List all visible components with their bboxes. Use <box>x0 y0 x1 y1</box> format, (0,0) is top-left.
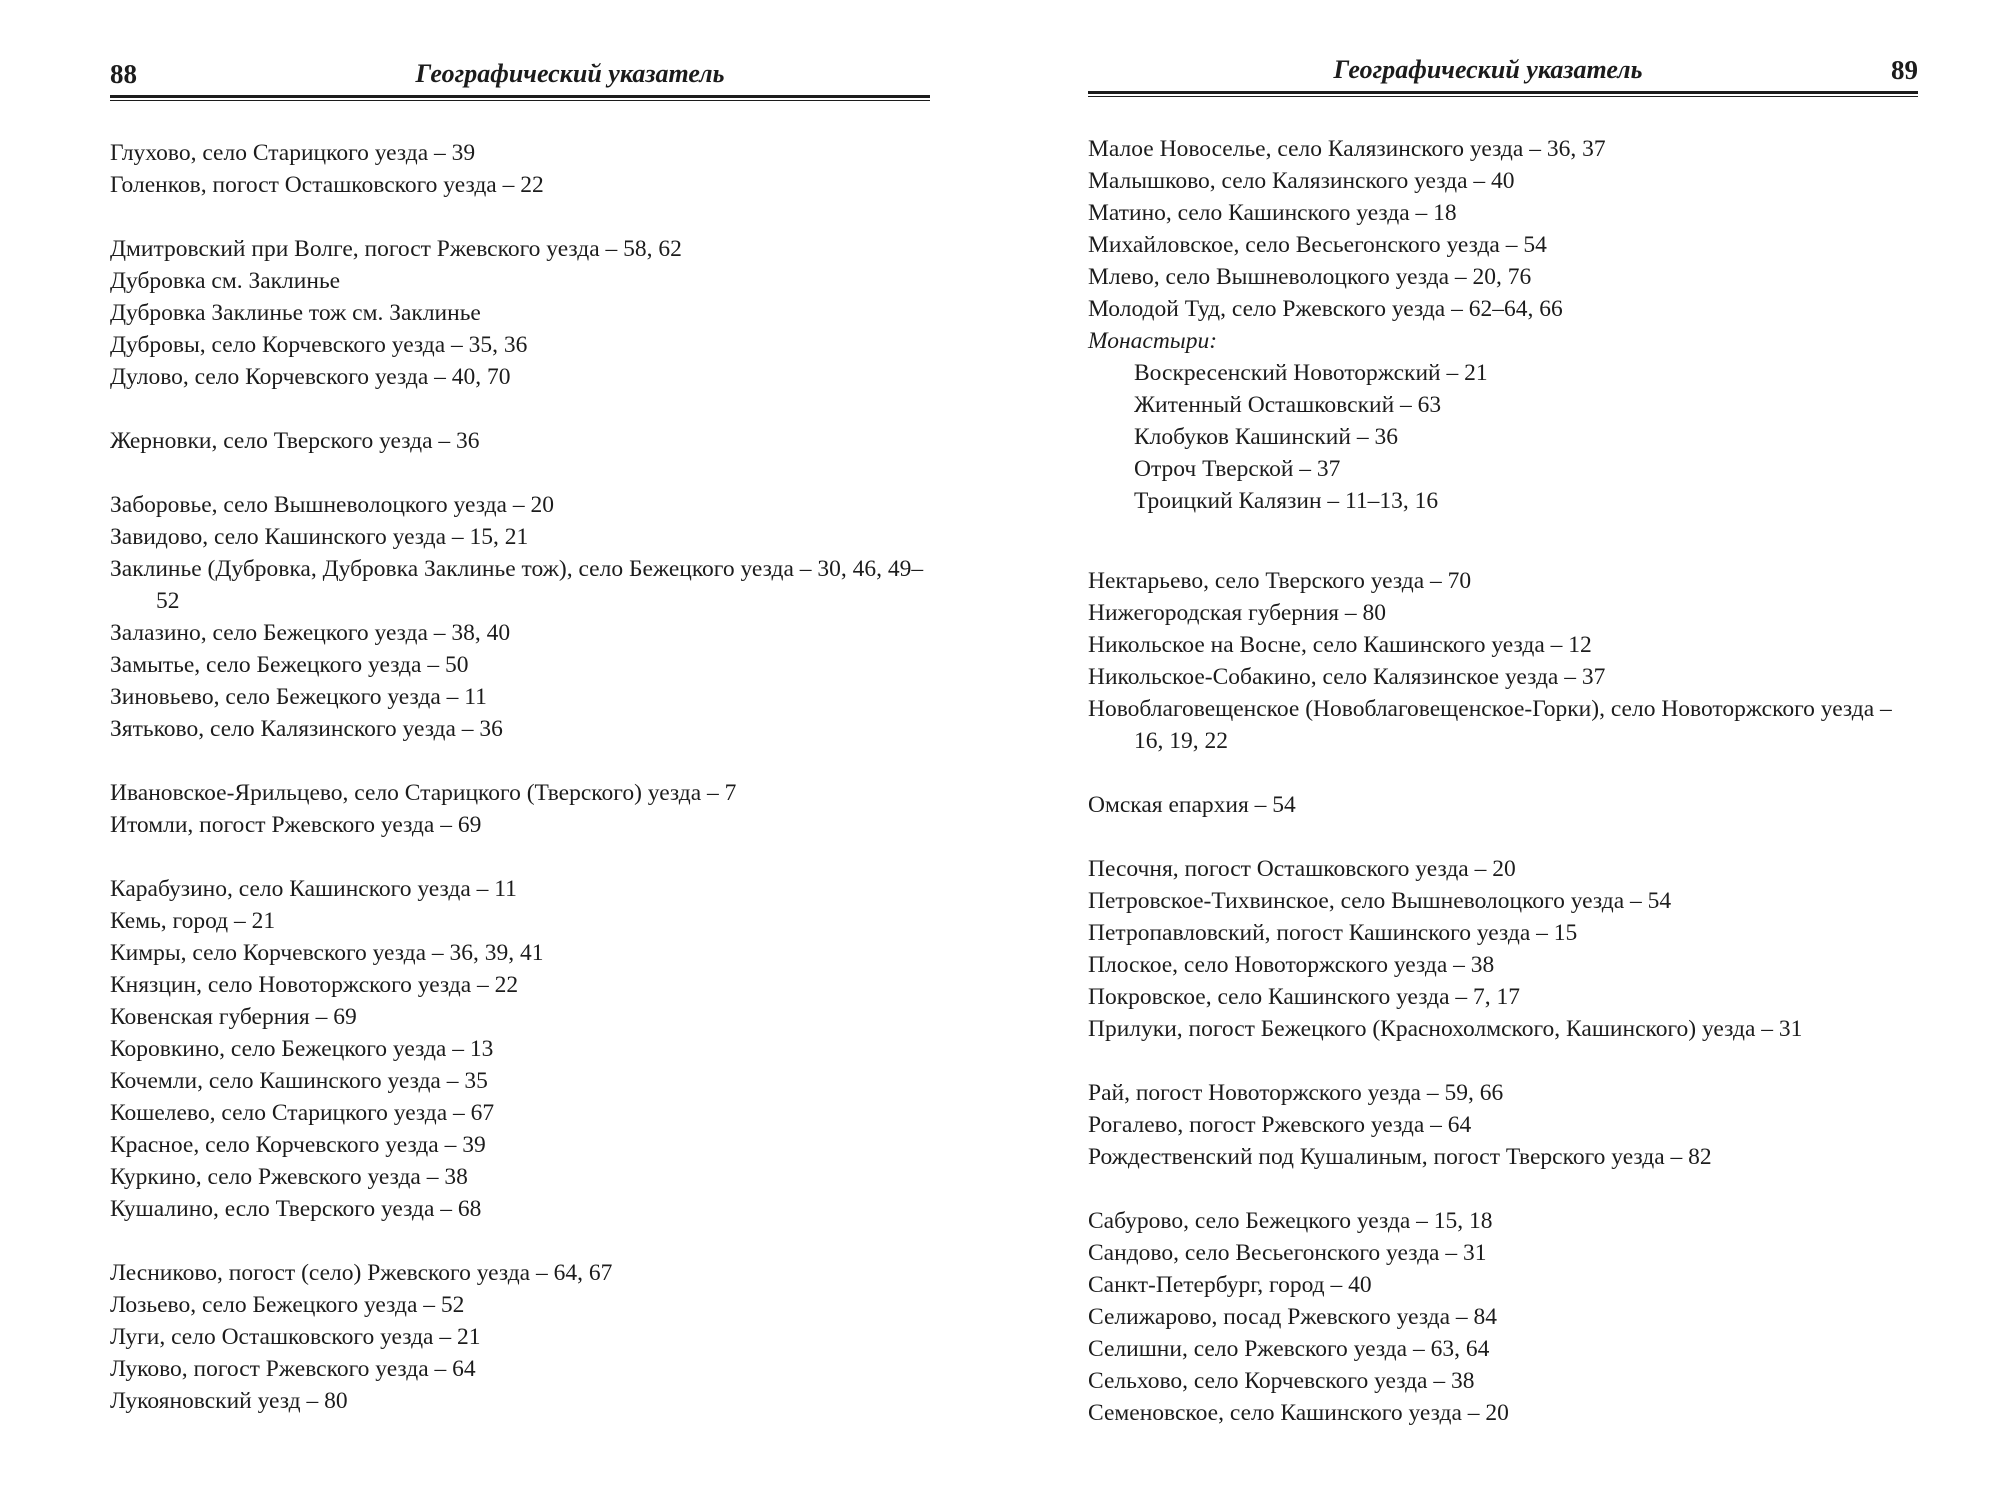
monastery-entry: Клобуков Кашинский – 36 <box>1134 424 1398 450</box>
letter-group-gap <box>110 201 930 233</box>
letter-group-gap <box>110 457 930 489</box>
index-entry: Кушалино, есло Тверского уезда – 68 <box>110 1196 482 1222</box>
header-rule-thin <box>110 100 930 101</box>
index-entry: Покровское, село Кашинского уезда – 7, 17 <box>1088 984 1520 1010</box>
index-entry: Прилуки, погост Бежецкого (Краснохолмского, Кашинского) уезда – 31 <box>1088 1016 1803 1042</box>
monastery-entry: Воскресенский Новоторжский – 21 <box>1134 360 1488 386</box>
index-entry: Зиновьево, село Бежецкого уезда – 11 <box>110 684 487 710</box>
running-title-right: Географический указатель <box>1333 55 1643 84</box>
index-entry: Дубровка см. Заклинье <box>110 268 341 294</box>
index-entry: Санкт-Петербург, город – 40 <box>1088 1272 1372 1298</box>
letter-group-gap <box>110 841 930 873</box>
index-entry: Рогалево, погост Ржевского уезда – 64 <box>1088 1112 1472 1138</box>
index-entry: Красное, село Корчевского уезда – 39 <box>110 1132 486 1158</box>
index-entry: Кемь, город – 21 <box>110 908 276 934</box>
index-entries-right <box>1088 133 1918 1429</box>
index-entry: Рождественский под Кушалиным, погост Тверского уезда – 82 <box>1088 1144 1712 1170</box>
left-page <box>110 0 930 1502</box>
index-entry: Дулово, село Корчевского уезда – 40, 70 <box>110 364 511 390</box>
index-entry: Молодой Туд, село Ржевского уезда – 62–64, 66 <box>1088 296 1563 322</box>
index-entry: Малышково, село Калязинского уезда – 40 <box>1088 168 1515 194</box>
index-entry: Лесниково, погост (село) Ржевского уезда – 64, 67 <box>110 1260 613 1286</box>
index-entry: Михайловское, село Весьегонского уезда – 54 <box>1088 232 1547 258</box>
header-rule-thin <box>1088 96 1918 97</box>
letter-group-gap <box>1088 757 1918 789</box>
index-entry: Князцин, село Новоторжского уезда – 22 <box>110 972 519 998</box>
index-entry: Лукояновский уезд – 80 <box>110 1388 348 1414</box>
index-entry: Нектарьево, село Тверского уезда – 70 <box>1088 568 1472 594</box>
index-entry: Плоское, село Новоторжского уезда – 38 <box>1088 952 1495 978</box>
letter-group-gap <box>110 393 930 425</box>
right-page <box>1088 0 1918 1502</box>
index-entry: Заборовье, село Вышневолоцкого уезда – 20 <box>110 492 554 518</box>
monasteries-heading: Монастыри: <box>1088 328 1218 354</box>
index-entry: Омская епархия – 54 <box>1088 792 1296 818</box>
letter-group-gap <box>1088 1045 1918 1077</box>
header-rule-thick <box>1088 91 1918 94</box>
monastery-entry: Житенный Осташковский – 63 <box>1134 392 1442 418</box>
index-entry: Коровкино, село Бежецкого уезда – 13 <box>110 1036 494 1062</box>
index-entry: Дубровы, село Корчевского уезда – 35, 36 <box>110 332 528 358</box>
index-entry: Кочемли, село Кашинского уезда – 35 <box>110 1068 488 1094</box>
letter-group-gap <box>1088 821 1918 853</box>
index-entry: Млево, село Вышневолоцкого уезда – 20, 76 <box>1088 264 1532 290</box>
index-entry: Никольское-Собакино, село Калязинское уезда – 37 <box>1088 664 1606 690</box>
index-entry: Ковенская губерния – 69 <box>110 1004 357 1030</box>
index-entry: Песочня, погост Осташковского уезда – 20 <box>1088 856 1516 882</box>
index-entry: Сандово, село Весьегонского уезда – 31 <box>1088 1240 1487 1266</box>
running-head-right <box>1088 54 1918 94</box>
index-entry: Луково, погост Ржевского уезда – 64 <box>110 1356 476 1382</box>
index-entry: Петропавловский, погост Кашинского уезда – 15 <box>1088 920 1578 946</box>
index-entry: Куркино, село Ржевского уезда – 38 <box>110 1164 468 1190</box>
index-entries-left <box>110 137 930 1417</box>
index-entry: Лозьево, село Бежецкого уезда – 52 <box>110 1292 465 1318</box>
index-entry: Карабузино, село Кашинского уезда – 11 <box>110 876 517 902</box>
running-title-left: Географический указатель <box>415 59 725 88</box>
index-entry: Завидово, село Кашинского уезда – 15, 21 <box>110 524 529 550</box>
index-entry: Новоблаговещенское (Новоблаговещенское-Горки), село Новоторжского уезда – 16, 19, 22 <box>1088 696 1892 754</box>
letter-group-gap <box>1088 1173 1918 1205</box>
monastery-entry: Троицкий Калязин – 11–13, 16 <box>1134 488 1439 514</box>
index-entry: Рай, погост Новоторжского уезда – 59, 66 <box>1088 1080 1504 1106</box>
index-entry: Жерновки, село Тверского уезда – 36 <box>110 428 480 454</box>
page-number-right: 89 <box>1891 55 1918 85</box>
index-entry: Семеновское, село Кашинского уезда – 20 <box>1088 1400 1509 1426</box>
index-entry: Матино, село Кашинского уезда – 18 <box>1088 200 1457 226</box>
index-entry: Кимры, село Корчевского уезда – 36, 39, 41 <box>110 940 544 966</box>
index-entry: Малое Новоселье, село Калязинского уезда – 36, 37 <box>1088 136 1606 162</box>
letter-group-gap <box>1088 517 1918 565</box>
index-entry: Заклинье (Дубровка, Дубровка Заклинье тож), село Бежецкого уезда – 30, 46, 49–52 <box>110 556 924 614</box>
letter-group-gap <box>110 1225 930 1257</box>
index-entry: Зятьково, село Калязинского уезда – 36 <box>110 716 503 742</box>
running-head-left <box>110 58 930 98</box>
index-entry: Ивановское-Ярильцево, село Старицкого (Тверского) уезда – 7 <box>110 780 737 806</box>
letter-group-gap <box>110 745 930 777</box>
index-entry: Голенков, погост Осташковского уезда – 22 <box>110 172 544 198</box>
index-entry: Петровское-Тихвинское, село Вышневолоцкого уезда – 54 <box>1088 888 1672 914</box>
index-entry: Кошелево, село Старицкого уезда – 67 <box>110 1100 495 1126</box>
index-entry: Никольское на Восне, село Кашинского уезда – 12 <box>1088 632 1592 658</box>
index-entry: Дубровка Заклинье тож см. Заклинье <box>110 300 481 326</box>
header-rule-thick <box>110 95 930 98</box>
monastery-entry: Отроч Тверской – 37 <box>1134 456 1341 482</box>
page-number-left: 88 <box>110 59 137 89</box>
index-entry: Сельхово, село Корчевского уезда – 38 <box>1088 1368 1475 1394</box>
index-entry: Дмитровский при Волге, погост Ржевского уезда – 58, 62 <box>110 236 682 262</box>
index-entry: Залазино, село Бежецкого уезда – 38, 40 <box>110 620 511 646</box>
index-entry: Глухово, село Старицкого уезда – 39 <box>110 140 476 166</box>
index-entry: Сабурово, село Бежецкого уезда – 15, 18 <box>1088 1208 1493 1234</box>
index-entry: Нижегородская губерния – 80 <box>1088 600 1386 626</box>
index-entry: Замытье, село Бежецкого уезда – 50 <box>110 652 469 678</box>
index-entry: Селижарово, посад Ржевского уезда – 84 <box>1088 1304 1498 1330</box>
index-entry: Итомли, погост Ржевского уезда – 69 <box>110 812 482 838</box>
index-entry: Селишни, село Ржевского уезда – 63, 64 <box>1088 1336 1490 1362</box>
index-entry: Луги, село Осташковского уезда – 21 <box>110 1324 481 1350</box>
